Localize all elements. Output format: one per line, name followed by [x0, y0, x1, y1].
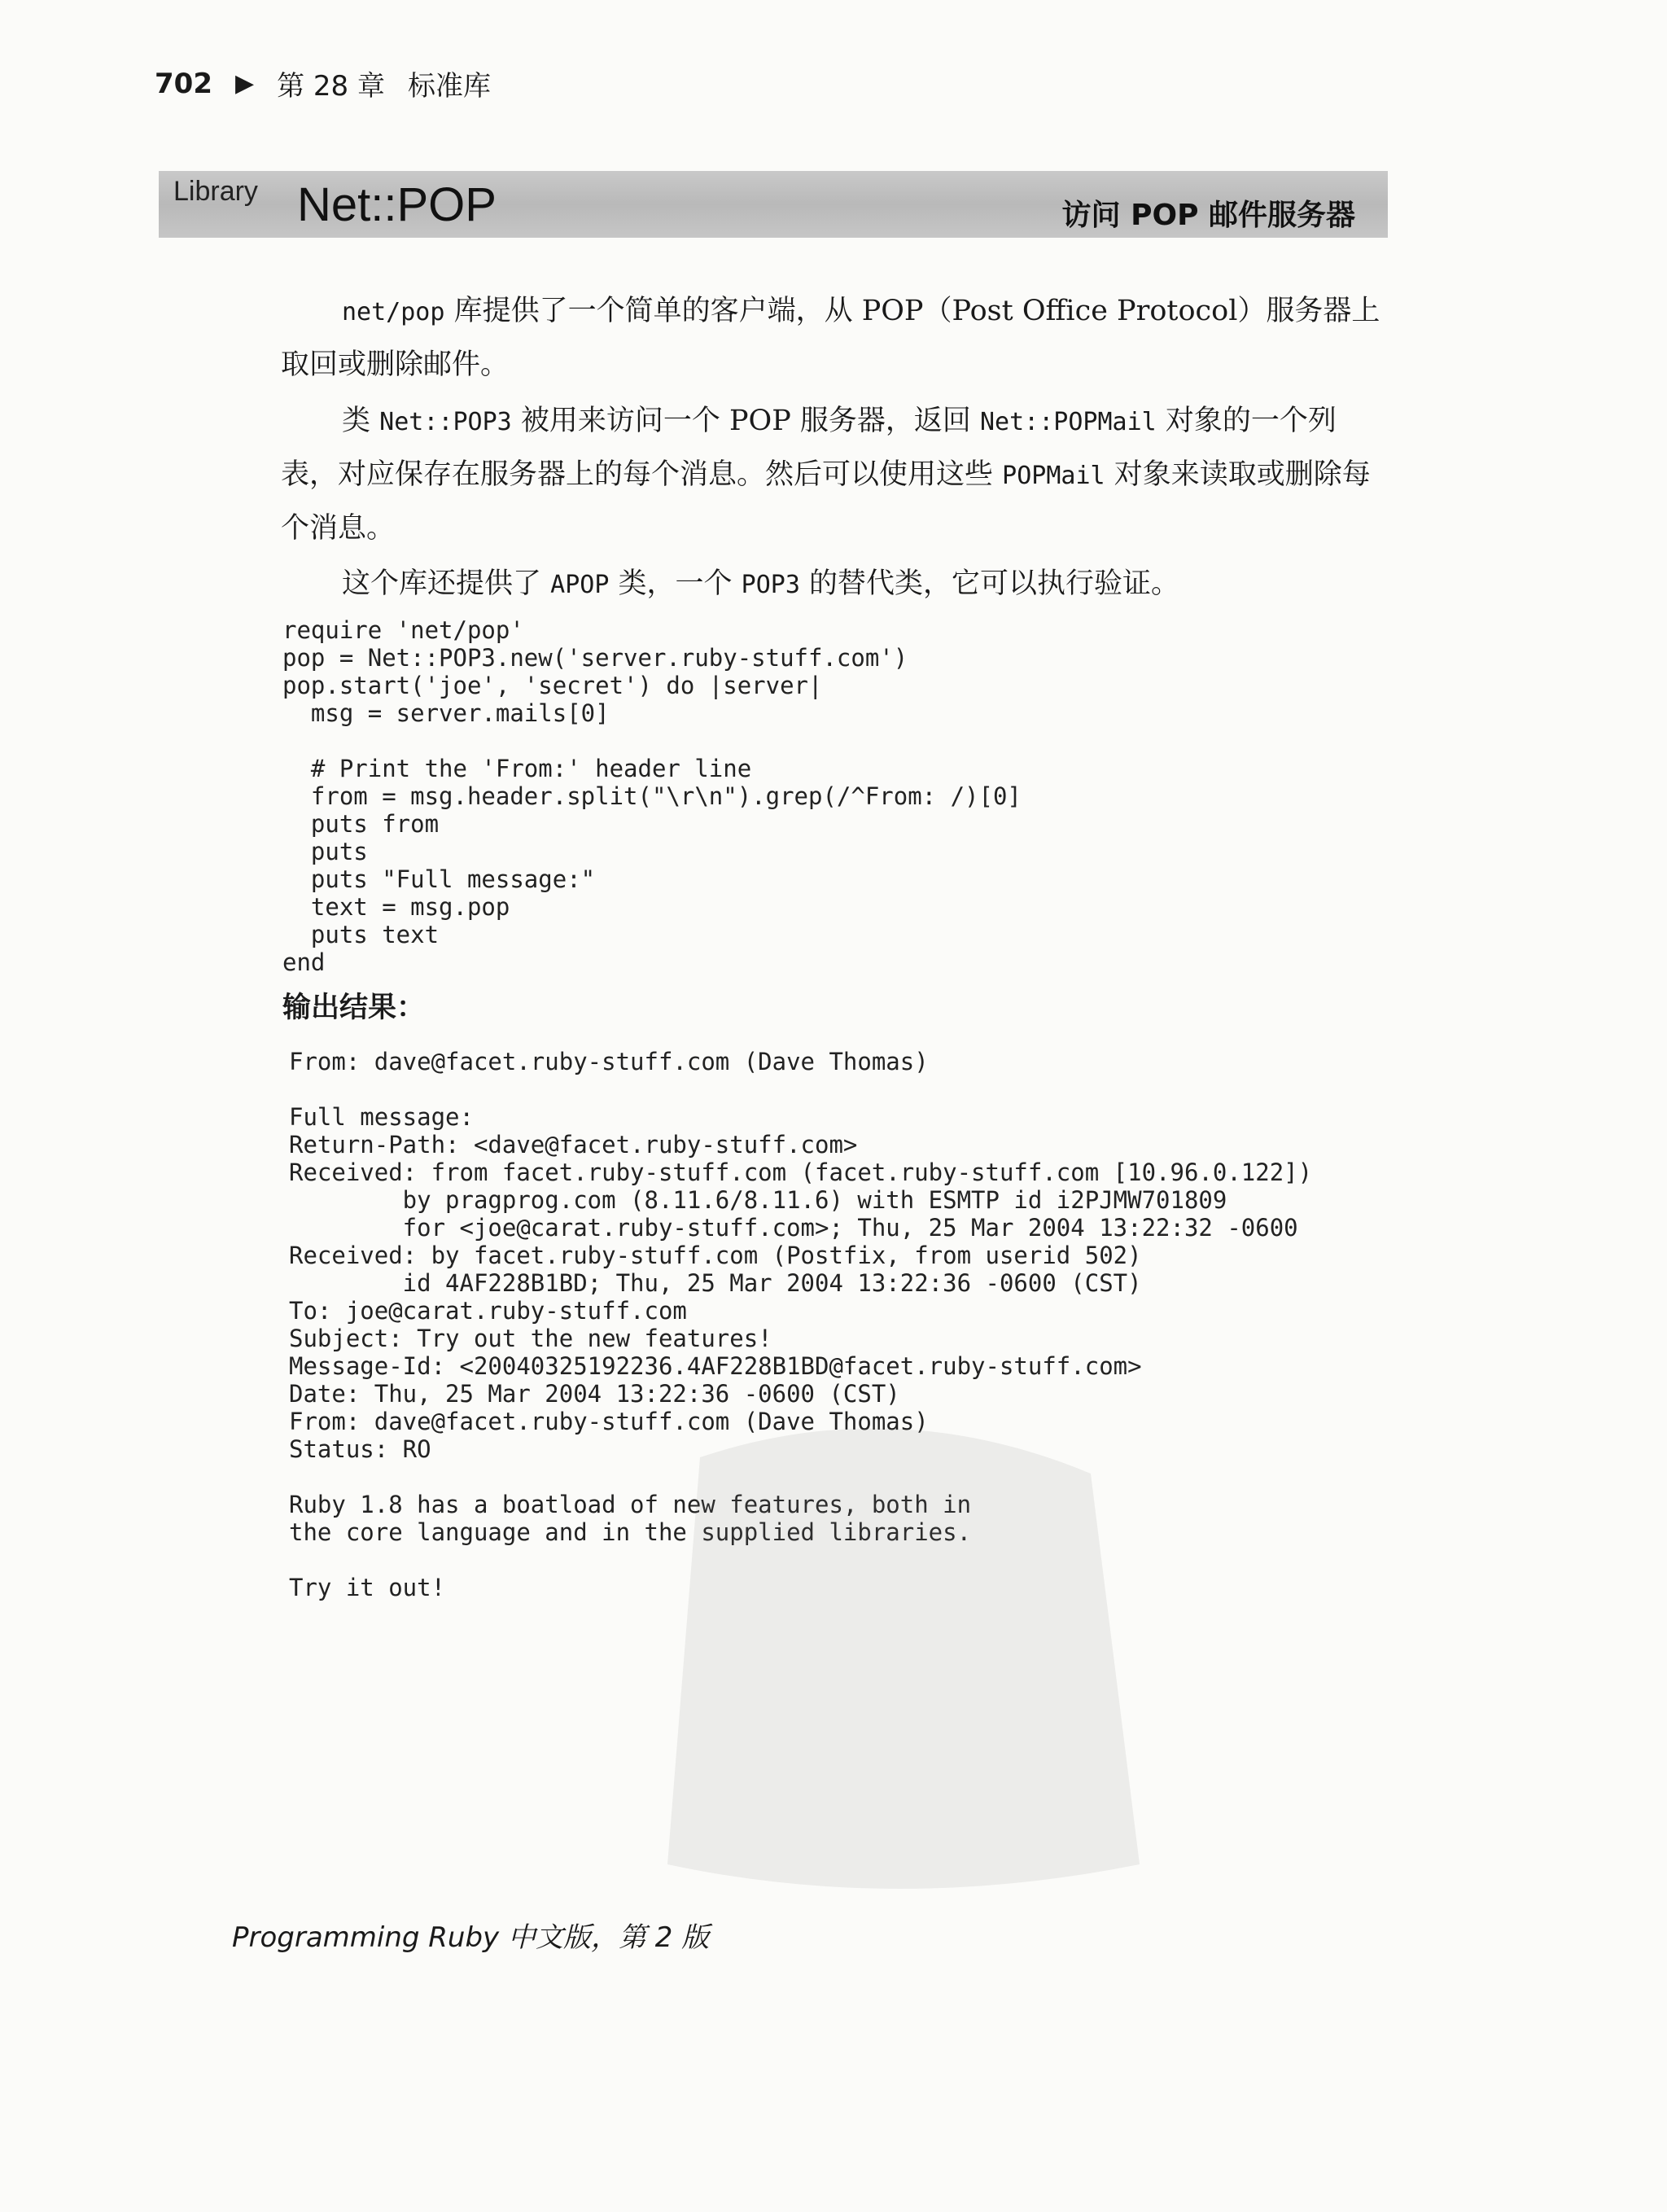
inline-code: POPMail [1002, 462, 1105, 490]
intro-paragraph-1 [281, 285, 1388, 391]
output-line: Return-Path: <dave@facet.ruby-stuff.com> [289, 1131, 858, 1159]
page-footer: Programming Ruby 中文版，第 2 版 [232, 1921, 710, 1954]
code-line: from = msg.header.split("\r\n").grep(/^From: /)[0] [282, 782, 1022, 810]
inline-code: Net::POPMail [980, 408, 1157, 436]
output-line: by pragprog.com (8.11.6/8.11.6) with ESMTP id i2PJMW701809 [289, 1186, 1227, 1214]
section-subtitle: 访问 POP 邮件服务器 [1061, 199, 1355, 232]
code-line: end [282, 948, 326, 976]
arrow-icon: ▶ [234, 69, 255, 98]
code-line: text = msg.pop [282, 893, 510, 921]
intro-paragraph-2 [281, 395, 1388, 554]
output-line: for <joe@carat.ruby-stuff.com>; Thu, 25 Mar 2004 13:22:32 -0600 [289, 1214, 1298, 1242]
output-line: Ruby 1.8 has a boatload of new features, both in [289, 1491, 972, 1518]
output-line: Try it out! [289, 1574, 446, 1601]
page-number: 702 [155, 67, 212, 100]
code-line: pop = Net::POP3.new('server.ruby-stuff.com') [282, 644, 908, 672]
code-line: puts text [282, 921, 440, 948]
code-line: msg = server.mails[0] [282, 699, 610, 727]
inline-code: net/pop [342, 298, 445, 326]
intro-paragraph-3 [281, 558, 1388, 611]
paragraph-text: 的替代类，它可以执行验证。 [799, 567, 1180, 600]
library-label: Library [173, 176, 258, 207]
page-header [155, 64, 491, 103]
seal-watermark [635, 1408, 1156, 1897]
output-line: From: dave@facet.ruby-stuff.com (Dave Thomas) [289, 1048, 929, 1075]
code-line: # Print the 'From:' header line [282, 755, 752, 782]
paragraph-text: 类 [342, 405, 380, 437]
paragraph-text: 被用来访问一个 POP 服务器，返回 [511, 405, 980, 437]
output-line: Full message: [289, 1103, 474, 1131]
output-line: the core language and in the supplied libraries. [289, 1518, 972, 1546]
output-line: id 4AF228B1BD; Thu, 25 Mar 2004 13:22:36 -0600 (CST) [289, 1269, 1142, 1297]
chapter-title: 标准库 [407, 70, 491, 103]
code-line: puts from [282, 810, 440, 838]
output-line: Date: Thu, 25 Mar 2004 13:22:36 -0600 (CST) [289, 1380, 900, 1408]
output-line: To: joe@carat.ruby-stuff.com [289, 1297, 687, 1325]
output-line: From: dave@facet.ruby-stuff.com (Dave Thomas) [289, 1408, 929, 1435]
inline-code: POP3 [741, 571, 800, 599]
seal-shape [667, 1428, 1140, 1889]
paragraph-text: 类，一个 [609, 567, 742, 600]
inline-code: APOP [550, 571, 610, 599]
paragraph-text: 对象来读取或删除每个消息。 [281, 458, 1371, 545]
section-title: Net::POP [297, 178, 497, 231]
paragraph-text: 这个库还提供了 [342, 567, 551, 600]
output-label: 输出结果： [282, 991, 426, 1024]
code-line: pop.start('joe', 'secret') do |server| [282, 672, 823, 699]
code-line: puts "Full message:" [282, 865, 596, 893]
library-banner [159, 171, 1388, 238]
paragraph-text: 对象的一个列表，对应保存在服务器上的每个消息。然后可以使用这些 [281, 405, 1337, 491]
output-line: Status: RO [289, 1435, 431, 1463]
output-line [289, 1075, 1312, 1103]
code-line: require 'net/pop' [282, 616, 524, 644]
inline-code: Net::POP3 [379, 408, 512, 436]
output-line: Received: by facet.ruby-stuff.com (Postfix, from userid 502) [289, 1242, 1142, 1269]
output-line: Message-Id: <20040325192236.4AF228B1BD@facet.ruby-stuff.com> [289, 1352, 1142, 1380]
code-listing [282, 616, 1022, 976]
code-line: puts [282, 838, 368, 865]
output-line: Subject: Try out the new features! [289, 1325, 772, 1352]
output-line: Received: from facet.ruby-stuff.com (facet.ruby-stuff.com [10.96.0.122]) [289, 1159, 1313, 1186]
code-line [282, 727, 1022, 755]
paragraph-text: 库提供了一个简单的客户端，从 POP（Post Office Protocol）服务器上取回或删除邮件。 [281, 295, 1380, 381]
chapter-number: 第 28 章 [277, 70, 385, 103]
